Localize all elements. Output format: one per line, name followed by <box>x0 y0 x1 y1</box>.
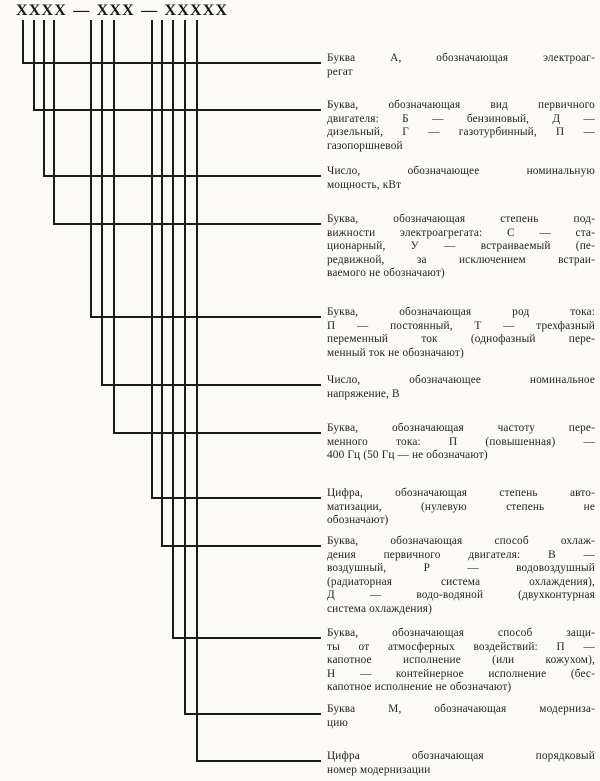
entry-text-line: капотное исполнение (или кожухом), <box>327 654 595 667</box>
entry-text-line: Н — контейнерное исполнение (бес- <box>327 667 595 680</box>
connector-line-4 <box>53 223 321 225</box>
position-leader-line-6 <box>101 20 103 386</box>
entry-text-line: матизации, (нулевую степень не <box>327 500 595 513</box>
position-leader-line-3 <box>43 20 45 177</box>
connector-line-6 <box>101 384 321 386</box>
designation-entry-5 <box>327 306 595 360</box>
position-leader-line-2 <box>33 20 35 111</box>
position-leader-line-4 <box>53 20 55 225</box>
entry-text-line: Буква М, обозначающая модерниза- <box>327 703 595 715</box>
designation-entry-8 <box>327 487 595 528</box>
entry-text-line: Буква, обозначающая способ защи- <box>327 627 595 639</box>
entry-text-line: редвижной, за исключением встраи- <box>327 253 595 266</box>
entry-text-line: ваемого не обозначают) <box>327 267 445 280</box>
designation-entry-9 <box>327 535 595 617</box>
entry-text-line: Буква, обозначающая способ охлаж- <box>327 535 595 547</box>
entry-text-line: Буква, обозначающая род тока: <box>327 306 595 318</box>
position-leader-line-9 <box>161 20 163 547</box>
entry-text-line: Буква, обозначающая степень под- <box>327 213 595 225</box>
entry-text-line: переменный ток (однофазный пере- <box>327 333 595 346</box>
position-leader-line-8 <box>151 20 153 499</box>
entry-text-line: ты от атмосферных воздействий: П — <box>327 640 595 653</box>
connector-line-7 <box>113 432 321 434</box>
position-leader-line-5 <box>90 20 92 318</box>
entry-text-line: воздушный, Р — водовоздушный <box>327 562 595 575</box>
entry-text-line: Д — водо-водяной (двухконтурная <box>327 589 595 602</box>
designation-code-pattern: XXXX — XXX — XXXXX <box>16 2 229 19</box>
entry-text-line: Число, обозначающее номинальную <box>327 165 595 177</box>
entry-text-line: регат <box>327 65 353 78</box>
entry-text-line: газопоршневой <box>327 139 403 152</box>
designation-entry-7 <box>327 422 595 463</box>
entry-text-line: цию <box>327 716 348 729</box>
entry-text-line: обозначают) <box>327 514 389 527</box>
connector-line-11 <box>184 713 321 715</box>
designation-entry-4 <box>327 213 595 281</box>
connector-line-10 <box>172 637 321 639</box>
connector-line-8 <box>151 497 321 499</box>
designation-entry-11 <box>327 703 595 730</box>
entry-text-line: менный ток не обозначают) <box>327 346 464 359</box>
entry-text-line: дения первичного двигателя: В — <box>327 548 595 561</box>
entry-text-line: система охлаждения) <box>327 602 433 615</box>
entry-text-line: ционарный, У — встраиваемый (пе- <box>327 240 595 253</box>
entry-text-line: напряжение, В <box>327 387 400 400</box>
entry-text-line: Буква А, обозначающая электроаг- <box>327 52 595 64</box>
entry-text-line: Цифра обозначающая порядковый <box>327 750 595 762</box>
connector-line-3 <box>43 175 321 177</box>
position-leader-line-11 <box>184 20 186 715</box>
entry-text-line: Буква, обозначающая частоту пере- <box>327 422 595 434</box>
designation-entry-1 <box>327 52 595 79</box>
connector-line-12 <box>196 760 321 762</box>
designation-entry-12 <box>327 750 595 777</box>
position-leader-line-10 <box>172 20 174 639</box>
position-leader-line-7 <box>113 20 115 434</box>
position-leader-line-1 <box>22 20 24 64</box>
designation-entry-10 <box>327 627 595 695</box>
connector-line-2 <box>33 109 321 111</box>
entry-text-line: Цифра, обозначающая степень авто- <box>327 487 595 499</box>
entry-text-line: дизельный, Г — газотурбинный, П — <box>327 126 595 139</box>
entry-text-line: менного тока: П (повышенная) — <box>327 435 595 448</box>
entry-text-line: П — постоянный, Т — трехфазный <box>327 319 595 332</box>
entry-text-line: капотное исполнение не обозначают) <box>327 681 512 694</box>
designation-entry-6 <box>327 374 595 401</box>
designation-entry-2 <box>327 99 595 153</box>
entry-text-line: (радиаторная система охлаждения), <box>327 575 595 588</box>
entry-text-line: номер модернизации <box>327 763 431 776</box>
entry-text-line: мощность, кВт <box>327 178 402 191</box>
entry-text-line: двигателя: Б — бензиновый, Д — <box>327 112 595 125</box>
entry-text-line: Буква, обозначающая вид первичного <box>327 99 595 111</box>
entry-text-line: 400 Гц (50 Гц — не обозначают) <box>327 449 488 462</box>
entry-text-line: вижности электроагрегата: С — ста- <box>327 226 595 239</box>
entry-text-line: Число, обозначающее номинальное <box>327 374 595 386</box>
connector-line-5 <box>90 316 321 318</box>
position-leader-line-12 <box>196 20 198 762</box>
designation-entry-3 <box>327 165 595 192</box>
